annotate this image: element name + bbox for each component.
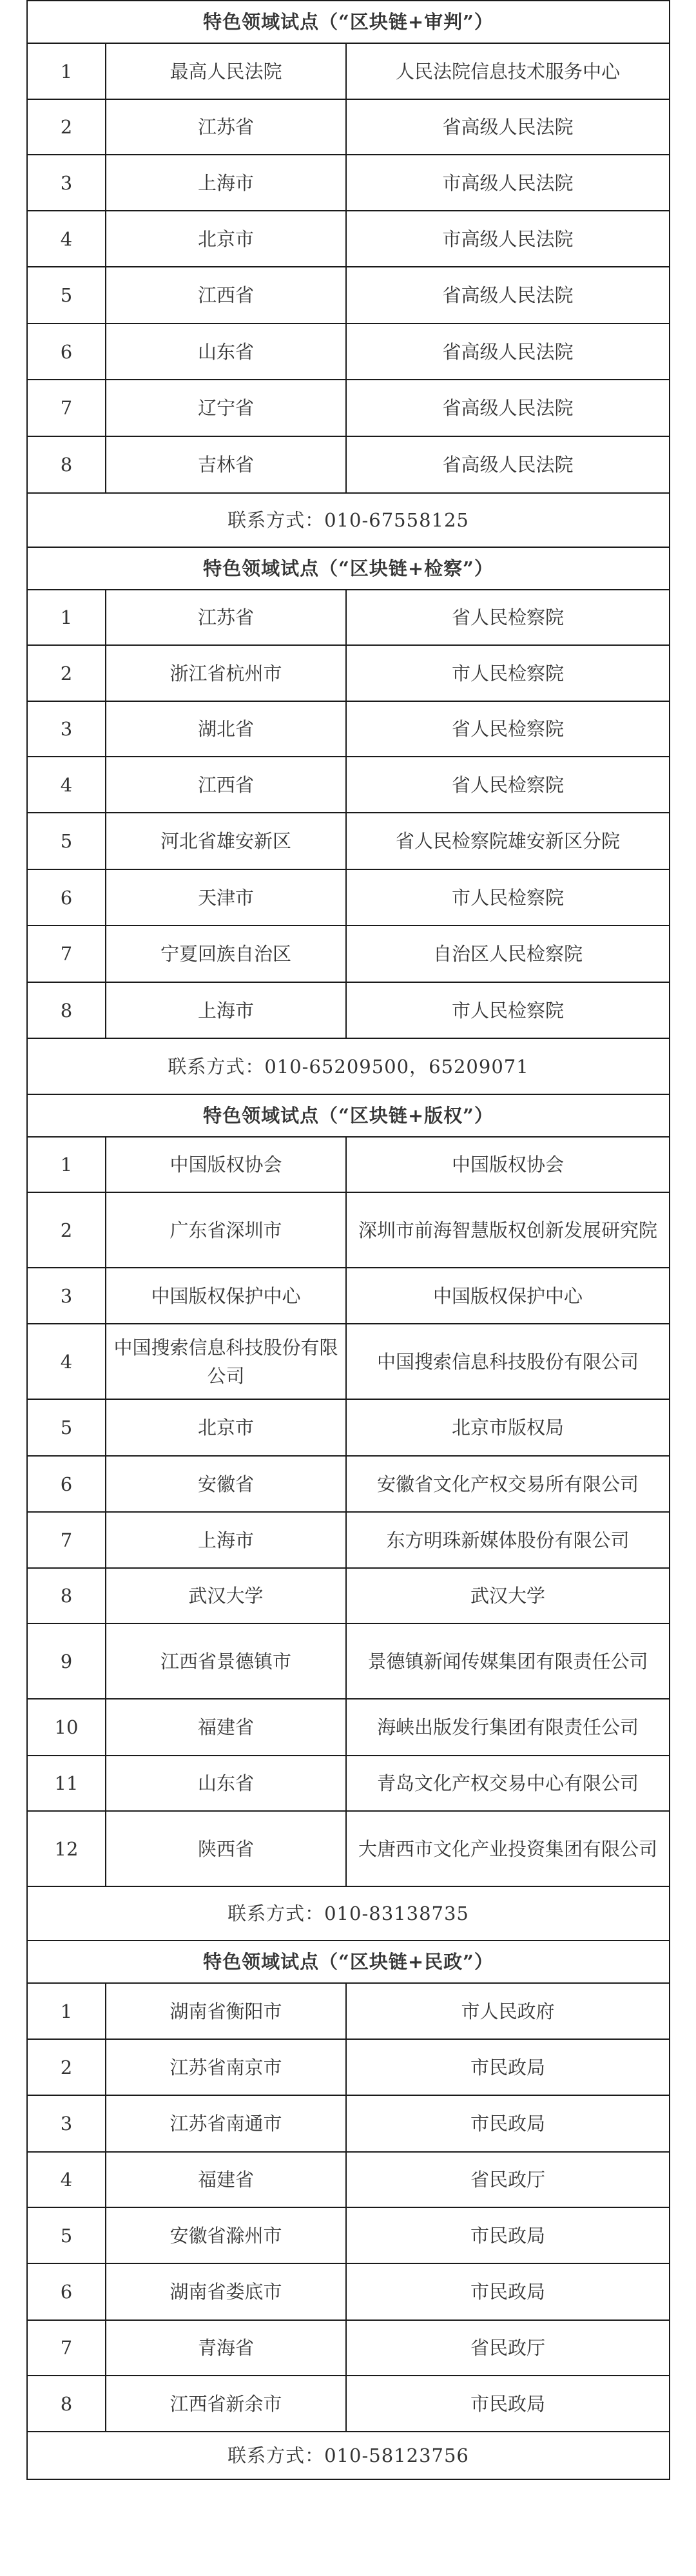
row-region: 浙江省杭州市: [106, 645, 346, 701]
table-row: [27, 1623, 670, 1699]
contact-info: 联系方式：010-67558125: [27, 493, 670, 547]
row-unit: 市高级人民法院: [346, 211, 670, 267]
row-region: 广东省深圳市: [106, 1192, 346, 1268]
row-region: 中国版权协会: [106, 1137, 346, 1192]
row-number: 8: [27, 982, 106, 1038]
table-row: [27, 869, 670, 925]
table-row: [27, 701, 670, 757]
row-region: 上海市: [106, 155, 346, 211]
table-row: [27, 1699, 670, 1756]
table-row: [27, 211, 670, 267]
row-region: 上海市: [106, 982, 346, 1038]
row-unit: 省高级人民法院: [346, 99, 670, 155]
row-number: 9: [27, 1623, 106, 1699]
row-region: 上海市: [106, 1512, 346, 1568]
row-unit: 北京市版权局: [346, 1399, 670, 1456]
table-row: [27, 1811, 670, 1886]
table-row: [27, 267, 670, 324]
row-region: 最高人民法院: [106, 43, 346, 99]
section-title: 特色领域试点（“区块链+审判”）: [27, 1, 670, 43]
row-unit: 中国搜索信息科技股份有限公司: [346, 1324, 670, 1399]
row-region: 吉林省: [106, 436, 346, 493]
row-unit: 省人民检察院: [346, 757, 670, 813]
pilot-list-document: [26, 0, 669, 2480]
row-number: 6: [27, 2263, 106, 2320]
table-row: [27, 1268, 670, 1324]
row-number: 3: [27, 1268, 106, 1324]
row-number: 8: [27, 1568, 106, 1623]
row-number: 6: [27, 1456, 106, 1512]
section-header-row: [27, 1, 670, 43]
row-number: 3: [27, 155, 106, 211]
row-unit: 市人民政府: [346, 1983, 670, 2039]
table-row: [27, 1324, 670, 1399]
row-unit: 大唐西市文化产业投资集团有限公司: [346, 1811, 670, 1886]
row-unit: 自治区人民检察院: [346, 925, 670, 982]
row-region: 福建省: [106, 1699, 346, 1756]
row-region: 辽宁省: [106, 380, 346, 436]
section-header-row: [27, 1941, 670, 1983]
row-unit: 省人民检察院雄安新区分院: [346, 813, 670, 869]
row-number: 5: [27, 813, 106, 869]
row-number: 5: [27, 1399, 106, 1456]
row-unit: 省高级人民法院: [346, 324, 670, 380]
table-row: [27, 436, 670, 493]
row-number: 4: [27, 757, 106, 813]
row-region: 陕西省: [106, 1811, 346, 1886]
table-row: [27, 1983, 670, 2039]
row-number: 4: [27, 211, 106, 267]
table-row: [27, 324, 670, 380]
row-region: 江苏省南京市: [106, 2039, 346, 2095]
row-unit: 景德镇新闻传媒集团有限责任公司: [346, 1623, 670, 1699]
table-row: [27, 813, 670, 869]
pilot-table: [26, 0, 670, 2480]
row-number: 6: [27, 324, 106, 380]
table-row: [27, 99, 670, 155]
table-row: [27, 1568, 670, 1623]
table-row: [27, 2376, 670, 2432]
row-unit: 省高级人民法院: [346, 436, 670, 493]
row-region: 宁夏回族自治区: [106, 925, 346, 982]
table-row: [27, 757, 670, 813]
section-title: 特色领域试点（“区块链+检察”）: [27, 547, 670, 590]
contact-row: [27, 1038, 670, 1094]
row-unit: 东方明珠新媒体股份有限公司: [346, 1512, 670, 1568]
row-region: 中国搜索信息科技股份有限公司: [106, 1324, 346, 1399]
section-header-row: [27, 1094, 670, 1137]
row-region: 山东省: [106, 324, 346, 380]
contact-row: [27, 1886, 670, 1941]
row-unit: 中国版权协会: [346, 1137, 670, 1192]
row-unit: 武汉大学: [346, 1568, 670, 1623]
row-number: 6: [27, 869, 106, 925]
row-number: 2: [27, 1192, 106, 1268]
row-number: 7: [27, 925, 106, 982]
row-number: 11: [27, 1756, 106, 1811]
row-region: 天津市: [106, 869, 346, 925]
section-title: 特色领域试点（“区块链+民政”）: [27, 1941, 670, 1983]
row-region: 江苏省南通市: [106, 2095, 346, 2152]
row-unit: 安徽省文化产权交易所有限公司: [346, 1456, 670, 1512]
row-unit: 省民政厅: [346, 2320, 670, 2376]
row-number: 4: [27, 1324, 106, 1399]
row-number: 3: [27, 701, 106, 757]
table-row: [27, 982, 670, 1038]
row-number: 4: [27, 2152, 106, 2207]
table-row: [27, 645, 670, 701]
row-unit: 市民政局: [346, 2263, 670, 2320]
table-row: [27, 1512, 670, 1568]
row-region: 安徽省: [106, 1456, 346, 1512]
row-region: 湖北省: [106, 701, 346, 757]
row-number: 2: [27, 99, 106, 155]
row-number: 7: [27, 380, 106, 436]
table-row: [27, 1399, 670, 1456]
row-region: 河北省雄安新区: [106, 813, 346, 869]
section-title: 特色领域试点（“区块链+版权”）: [27, 1094, 670, 1137]
row-number: 2: [27, 2039, 106, 2095]
row-region: 湖南省娄底市: [106, 2263, 346, 2320]
row-number: 8: [27, 436, 106, 493]
row-unit: 市民政局: [346, 2207, 670, 2263]
row-number: 1: [27, 1137, 106, 1192]
table-row: [27, 1456, 670, 1512]
row-unit: 市人民检察院: [346, 645, 670, 701]
row-number: 1: [27, 1983, 106, 2039]
row-unit: 深圳市前海智慧版权创新发展研究院: [346, 1192, 670, 1268]
row-region: 江西省新余市: [106, 2376, 346, 2432]
row-unit: 人民法院信息技术服务中心: [346, 43, 670, 99]
row-number: 7: [27, 2320, 106, 2376]
row-unit: 青岛文化产权交易中心有限公司: [346, 1756, 670, 1811]
row-unit: 省高级人民法院: [346, 267, 670, 324]
row-region: 福建省: [106, 2152, 346, 2207]
table-row: [27, 2039, 670, 2095]
row-region: 北京市: [106, 1399, 346, 1456]
table-row: [27, 43, 670, 99]
row-region: 江苏省: [106, 590, 346, 645]
contact-info: 联系方式：010-83138735: [27, 1886, 670, 1941]
table-row: [27, 2152, 670, 2207]
row-region: 安徽省滁州市: [106, 2207, 346, 2263]
row-region: 江苏省: [106, 99, 346, 155]
row-number: 1: [27, 590, 106, 645]
row-unit: 省人民检察院: [346, 701, 670, 757]
table-row: [27, 2320, 670, 2376]
table-row: [27, 1192, 670, 1268]
contact-info: 联系方式：010-58123756: [27, 2432, 670, 2479]
row-number: 5: [27, 267, 106, 324]
row-unit: 市民政局: [346, 2095, 670, 2152]
row-unit: 省民政厅: [346, 2152, 670, 2207]
row-number: 10: [27, 1699, 106, 1756]
table-row: [27, 925, 670, 982]
row-region: 中国版权保护中心: [106, 1268, 346, 1324]
table-row: [27, 2095, 670, 2152]
table-row: [27, 1137, 670, 1192]
row-region: 北京市: [106, 211, 346, 267]
table-row: [27, 590, 670, 645]
row-number: 2: [27, 645, 106, 701]
table-row: [27, 2207, 670, 2263]
row-region: 江西省: [106, 757, 346, 813]
table-row: [27, 1756, 670, 1811]
row-region: 江西省: [106, 267, 346, 324]
contact-info: 联系方式：010-65209500，65209071: [27, 1038, 670, 1094]
row-unit: 市高级人民法院: [346, 155, 670, 211]
row-unit: 省高级人民法院: [346, 380, 670, 436]
row-number: 1: [27, 43, 106, 99]
row-unit: 海峡出版发行集团有限责任公司: [346, 1699, 670, 1756]
table-row: [27, 380, 670, 436]
row-number: 3: [27, 2095, 106, 2152]
contact-row: [27, 493, 670, 547]
row-unit: 省人民检察院: [346, 590, 670, 645]
table-row: [27, 155, 670, 211]
row-region: 山东省: [106, 1756, 346, 1811]
row-unit: 市民政局: [346, 2376, 670, 2432]
row-number: 12: [27, 1811, 106, 1886]
row-unit: 中国版权保护中心: [346, 1268, 670, 1324]
contact-row: [27, 2432, 670, 2479]
row-number: 7: [27, 1512, 106, 1568]
row-unit: 市人民检察院: [346, 982, 670, 1038]
table-row: [27, 2263, 670, 2320]
row-number: 5: [27, 2207, 106, 2263]
row-region: 江西省景德镇市: [106, 1623, 346, 1699]
section-header-row: [27, 547, 670, 590]
row-region: 湖南省衡阳市: [106, 1983, 346, 2039]
row-unit: 市人民检察院: [346, 869, 670, 925]
row-unit: 市民政局: [346, 2039, 670, 2095]
row-region: 青海省: [106, 2320, 346, 2376]
row-region: 武汉大学: [106, 1568, 346, 1623]
row-number: 8: [27, 2376, 106, 2432]
